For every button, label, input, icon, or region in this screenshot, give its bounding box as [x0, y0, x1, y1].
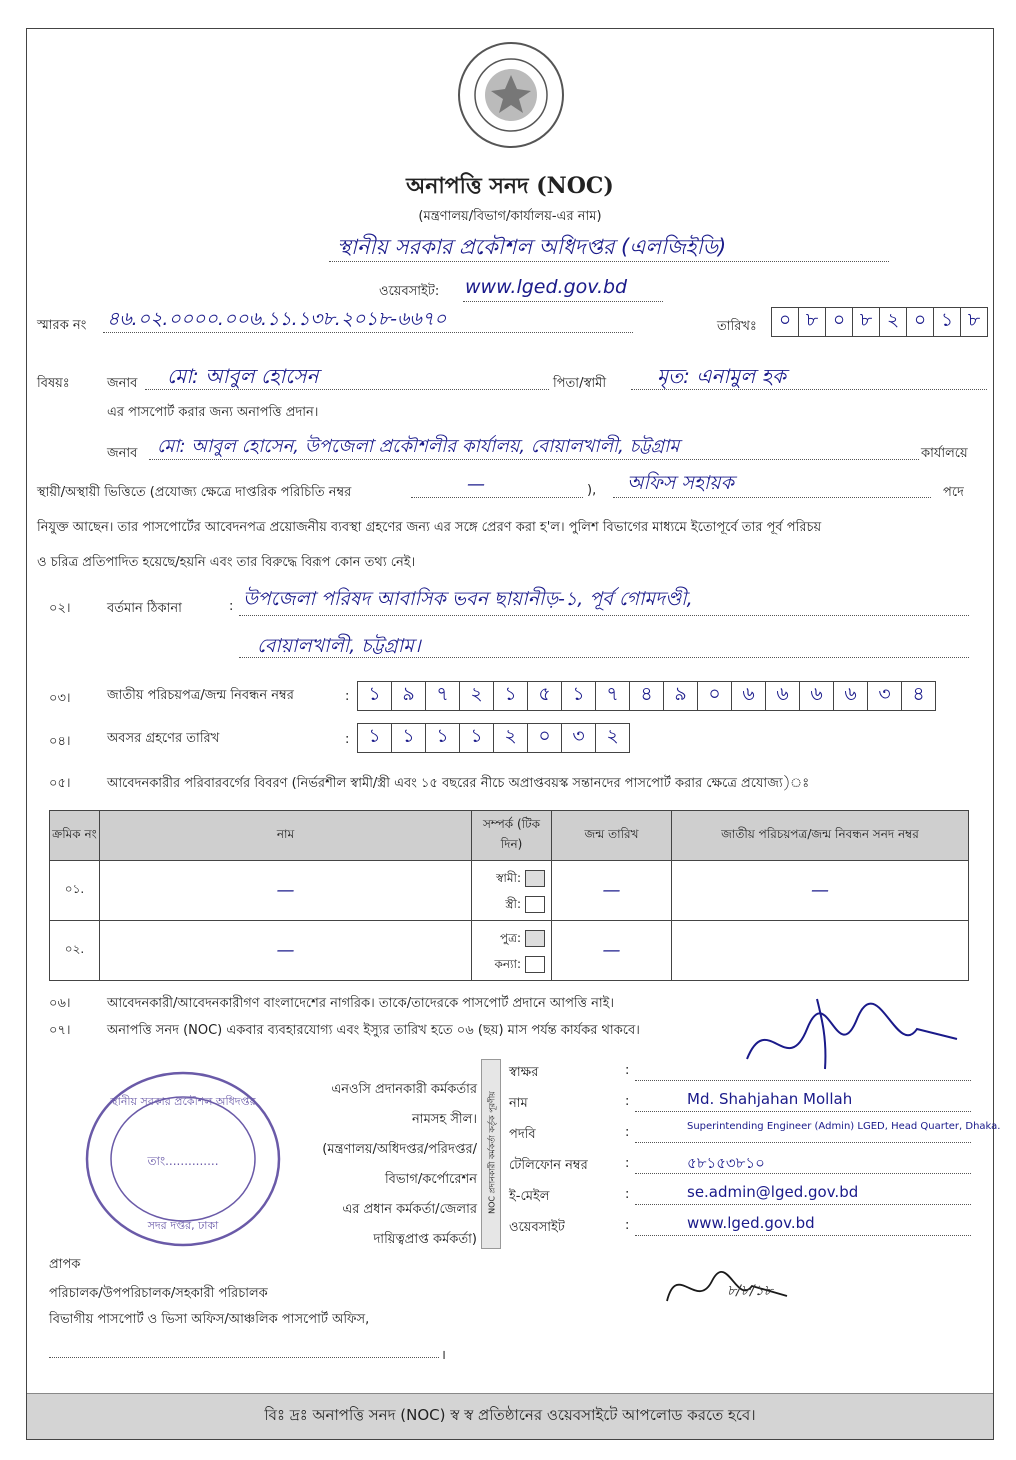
memo-label: স্মারক নং	[37, 318, 87, 333]
col-header-dob: জন্ম তারিখ	[552, 811, 672, 861]
date-digit-box: ৮	[852, 307, 880, 337]
item-03-label: জাতীয় পরিচয়পত্র/জন্ম নিবন্ধন নম্বর	[107, 688, 294, 703]
col-header-relation: সম্পর্ক (টিক দিন)	[472, 811, 552, 861]
item-07-text: অনাপত্তি সনদ (NOC) একবার ব্যবহারযোগ্য এবং ইস্যুর তারিখ হতে ০৬ (ছয়) মাস পর্যন্ত কার্যকর থাকবে।	[107, 1023, 640, 1038]
nid-digit-box: ৩	[867, 681, 902, 711]
retire-digit-box: ১	[459, 723, 494, 753]
signatory-field-label: পদবি	[509, 1127, 536, 1142]
table-row	[50, 861, 969, 921]
item-07-num: ০৭।	[49, 1023, 71, 1038]
row-name: —	[100, 921, 472, 981]
father-label: পিতা/স্বামী	[553, 376, 607, 391]
retire-digit-box: ২	[493, 723, 528, 753]
item-03-num: ০৩।	[49, 691, 71, 706]
memo-number: ৪৬.০২.০০০০.০০৬.১১.১৩৮.২০১৮-৬৬৭০	[107, 308, 447, 330]
signatory-field-value: www.lged.gov.bd	[687, 1214, 815, 1232]
date-digit-box: ১	[933, 307, 961, 337]
nid-digit-box: ৭	[425, 681, 460, 711]
row-name: —	[100, 861, 472, 921]
signatory-field-label: ওয়েবসাইট	[509, 1220, 565, 1235]
col-header-serial: ক্রমিক নং	[50, 811, 100, 861]
svg-text:সদর দপ্তর, ঢাকা: সদর দপ্তর, ঢাকা	[147, 1219, 219, 1232]
relation-son-label: পুত্র:	[499, 930, 521, 945]
signatory-field-label: ই-মেইল	[509, 1189, 550, 1204]
applicant-name: মো: আবুল হোসেন	[167, 364, 319, 388]
item-04-num: ০৪।	[49, 734, 71, 749]
wife-checkbox[interactable]	[525, 896, 545, 913]
relation-wife-label: স্ত্রী:	[505, 896, 521, 911]
signatory-field-label: স্বাক্ষর	[509, 1065, 539, 1080]
post-name: অফিস সহায়ক	[627, 472, 734, 494]
recipient-label: প্রাপক	[49, 1257, 81, 1272]
col-header-name: নাম	[100, 811, 472, 861]
subject-janab: জনাব	[107, 376, 138, 391]
applicant-office: মো: আবুল হোসেন, উপজেলা প্রকৌশলীর কার্যালয়, বোয়ালখালী, চট্টগ্রাম	[157, 436, 680, 457]
ministry-caption: (মন্ত্রণালয়/বিভাগ/কার্যালয়-এর নাম)	[418, 209, 602, 224]
signatory-field-value: Md. Shahjahan Mollah	[687, 1090, 853, 1108]
address-line2: বোয়ালখালী, চট্টগ্রাম।	[257, 635, 421, 657]
signatory-field-label: টেলিফোন নম্বর	[509, 1158, 588, 1173]
post-suffix: পদে	[943, 485, 964, 500]
date-digit-box: ৮	[798, 307, 826, 337]
table-row	[50, 921, 969, 981]
nid-digit-box: ১	[493, 681, 528, 711]
office-suffix: কার্যালয়ে	[921, 446, 968, 461]
nid-digit-box: ২	[459, 681, 494, 711]
item-02-label: বর্তমান ঠিকানা	[107, 601, 182, 616]
svg-text:তাং..............: তাং..............	[147, 1154, 219, 1168]
item-05-label: আবেদনকারীর পরিবারবর্গের বিবরণ (নির্ভরশীল স্বামী/স্ত্রী এবং ১৫ বছরের নীচে অপ্রাপ্তবয়স্ক সন্তানদের পাসপোর্ট করার ক্ষেত্রে প্রযোজ্য)ঃ	[107, 776, 810, 791]
website-label: ওয়েবসাইট:	[379, 284, 440, 299]
item-02-num: ০২।	[49, 601, 71, 616]
svg-text:স্থানীয় সরকার প্রকৌশল অধিদপ্ত: স্থানীয় সরকার প্রকৌশল অধিদপ্তর	[110, 1095, 256, 1108]
item-04-label: অবসর গ্রহণের তারিখ	[107, 731, 220, 746]
signatory-caption: এনওসি প্রদানকারী কর্মকর্তার নামসহ সীল। (মন্ত্রণালয়/অধিদপ্তর/পরিদপ্তর/ বিভাগ/কর্পোরেশন এর প্রধান কর্মকর্তা/জেলার দায়িত্বপ্রাপ্ত কর্মকর্তা)	[322, 1082, 477, 1247]
col-header-nid: জাতীয় পরিচয়পত্র/জন্ম নিবন্ধন সনদ নম্বর	[672, 811, 969, 861]
retire-digit-box: ১	[425, 723, 460, 753]
nid-digit-box: ৯	[391, 681, 426, 711]
retire-digit-box: ২	[595, 723, 630, 753]
body-line2-prefix: স্থায়ী/অস্থায়ী ভিত্তিতে (প্রযোজ্য ক্ষেত্রে দাপ্তরিক পরিচিতি নম্বর	[37, 485, 352, 500]
nid-digit-box: ৪	[629, 681, 664, 711]
row-nid	[672, 921, 969, 981]
document-title: অনাপত্তি সনদ (NOC)	[406, 173, 614, 199]
address-line1: উপজেলা পরিষদ আবাসিক ভবন ছায়ানীড়-১, পূর্ব গোমদণ্ডী,	[243, 588, 693, 610]
daughter-checkbox[interactable]	[525, 956, 545, 973]
item-05-num: ০৫।	[49, 776, 71, 791]
nid-digit-box: ৬	[731, 681, 766, 711]
nid-digit-box: ৬	[799, 681, 834, 711]
row-dob: —	[552, 921, 672, 981]
relation-daughter-label: কন্যা:	[494, 956, 521, 971]
nid-digit-box: ৬	[833, 681, 868, 711]
retire-digit-box: ১	[391, 723, 426, 753]
date-digit-box: ৮	[960, 307, 988, 337]
date-digit-box: ০	[771, 307, 799, 337]
body-line3: নিযুক্ত আছেন। তার পাসপোর্টের আবেদনপত্র প্রয়োজনীয় ব্যবস্থা গ্রহণের জন্য এর সঙ্গে প্রেরণ করা হ'ল। পুলিশ বিভাগের মাধ্যমে ইতোপূর্বে তার পূর্ব পরিচয়	[37, 520, 822, 535]
relation-husband-label: স্বামী:	[496, 870, 521, 885]
nid-digit-box: ৯	[663, 681, 698, 711]
date-digit-box: ০	[825, 307, 853, 337]
signatory-field-label: নাম	[509, 1096, 528, 1111]
ministry-name: স্থানীয় সরকার প্রকৌশল অধিদপ্তর (এলজিইডি)	[337, 235, 727, 259]
retire-digit-box: ৩	[561, 723, 596, 753]
nid-digit-box: ৬	[765, 681, 800, 711]
nid-digit-box: ০	[697, 681, 732, 711]
row-serial: ০১.	[50, 861, 100, 921]
nid-digit-box: ৭	[595, 681, 630, 711]
body-janab: জনাব	[107, 446, 138, 461]
subject-label: বিষয়ঃ	[37, 376, 70, 391]
signatory-field-value: ৫৮১৫৩৮১০	[687, 1154, 765, 1172]
signature-icon	[727, 989, 987, 1079]
subject-line2: এর পাসপোর্ট করার জন্য অনাপত্তি প্রদান।	[107, 405, 319, 420]
website-value: www.lged.gov.bd	[465, 276, 628, 298]
signatory-field-value: se.admin@lged.gov.bd	[687, 1183, 859, 1201]
row-serial: ০২.	[50, 921, 100, 981]
date-digit-box: ০	[906, 307, 934, 337]
body-line4: ও চরিত্র প্রতিপাদিত হয়েছে/হয়নি এবং তার বিরুদ্ধে বিরূপ কোন তথ্য নেই।	[37, 555, 416, 570]
family-table	[49, 810, 969, 981]
row-dob: —	[552, 861, 672, 921]
nid-digit-box: ৪	[901, 681, 936, 711]
father-name: মৃত: এনামুল হক	[657, 364, 787, 388]
office-stamp-icon	[83, 1069, 283, 1249]
nid-digit-box: ১	[561, 681, 596, 711]
row-nid: —	[672, 861, 969, 921]
noc-document: অনাপত্তি সনদ (NOC) (মন্ত্রণালয়/বিভাগ/কার্যালয়-এর নাম) স্থানীয় সরকার প্রকৌশল অধিদপ্তর (এলজিইডি) ওয়েবসাইট: www.lged.gov.bd স্মারক নং ৪৬.০২.০০০০.০০৬.১১.১৩৮.২০১৮-৬৬৭০ তারিখঃ ০ ৮ ০ ৮ ২ ০ ১ ৮ বিষয়ঃ জনাব মো: আবুল হোসেন পিতা/স্বামী মৃত: এনামুল হক এর পাসপোর্ট করার জন্য অনাপত্তি প্রদান। জনাব মো: আবুল হোসেন, উপজেলা প্রকৌশলীর কার্যালয়, বোয়ালখালী, চট্টগ্রাম কার্যালয়ে স্থায়ী/অস্থায়ী ভিত্তিতে (প্রযোজ্য ক্ষেত্রে দাপ্তরিক পরিচিতি নম্বর — ), অফিস সহায়ক পদে নিযুক্ত আছেন। তার পাসপোর্টের আবেদনপত্র প্রয়োজনীয় ব্যবস্থা গ্রহণের জন্য এর সঙ্গে প্রেরণ করা হ'ল। পুলিশ বিভাগের মাধ্যমে ইতোপূর্বে তার পূর্ব পরিচয় ও চরিত্র প্রতিপাদিত হয়েছে/হয়নি এবং তার বিরুদ্ধে বিরূপ কোন তথ্য নেই। ০২। বর্তমান ঠিকানা : উপজেলা পরিষদ আবাসিক ভবন ছায়ানীড়-১, পূর্ব গোমদণ্ডী, বোয়ালখালী, চট্টগ্রাম। ০৩। জাতীয় পরিচয়পত্র/জন্ম নিবন্ধন নম্বর : ১ ৯ ৭ ২ ১ ৫ ১ ৭ ৪ ৯ ০ ৬ ৬ ৬ ৬ ৩ ৪ ০৪। অবসর গ্রহণের তারিখ : ১ ১ ১ ১ ২ ০ ৩ ২ ০৫। আবেদনকারীর পরিবারবর্গের বিবরণ (নির্ভরশীল স্বামী/স্ত্রী এবং ১৫ বছরের নীচে অপ্রাপ্তবয়স্ক সন্তানদের পাসপোর্ট করার ক্ষেত্রে প্রযোজ্য)ঃ ক্রমিক নং নাম সম্পর্ক (টিক দিন) জন্ম তারিখ জাতীয় পরিচয়পত্র/জন্ম নিবন্ধন সনদ নম্বর ০১. — স্বামী: স্ত্রী: — — ০২. — পুত্র: কন্যা: — ০৬। আবেদনকারী/আবেদনকারীগণ বাংলাদেশের নাগরিক। তাকে/তাদেরকে পাসপোর্ট প্রদানে আপত্তি নাই। ০৭। অনাপত্তি সনদ (NOC) একবার ব্যবহারযোগ্য এবং ইস্যুর তারিখ হতে ০৬ (ছয়) মাস পর্যন্ত কার্যকর থাকবে। স্থানীয় সরকার প্রকৌশল অধিদপ্তর তাং.............. সদর দপ্তর, ঢাকা এনওসি প্রদানকারী কর্মকর্তার নামসহ সীল। (মন্ত্রণালয়/অধিদপ্তর/পরিদপ্তর/ বিভাগ/কর্পোরেশন এর প্রধান কর্মকর্তা/জেলার দায়িত্বপ্রাপ্ত কর্মকর্তা) NOC প্রদানকারী কর্মকর্তা কর্তৃক পূরণীয় স্বাক্ষর : নাম : Md. Shahjahan Mollah পদবি : Superintending Engineer (Admin) LGED, Head Quarter, Dhaka. টেলিফোন নম্বর : ৫৮১৫৩৮১০ ই-মেইল : se.admin@lged.gov.bd ওয়েবসাইট : www.lged.gov.bd ৮/৮/১৮ প্রাপক পরিচালক/উপপরিচালক/সহকারী পরিচালক বিভাগীয় পাসপোর্ট ও ভিসা অফিস/আঞ্চলিক পাসপোর্ট অফিস, । বিঃ দ্রঃ অনাপত্তি সনদ (NOC) স্ব স্ব প্রতিষ্ঠানের ওয়েবসাইটে আপলোড করতে হবে।	[26, 28, 994, 1440]
nid-digit-box: ৫	[527, 681, 562, 711]
signature-date: ৮/৮/১৮	[727, 1283, 773, 1299]
nid-digit-box: ১	[357, 681, 392, 711]
item-06-num: ০৬।	[49, 996, 71, 1011]
official-id: —	[467, 474, 485, 495]
vertical-note-strip: NOC প্রদানকারী কর্মকর্তা কর্তৃক পূরণীয়	[481, 1059, 501, 1249]
husband-checkbox[interactable]	[525, 870, 545, 887]
retire-digit-box: ০	[527, 723, 562, 753]
recipient-line1: পরিচালক/উপপরিচালক/সহকারী পরিচালক	[49, 1286, 268, 1301]
recipient-line2: বিভাগীয় পাসপোর্ট ও ভিসা অফিস/আঞ্চলিক পাসপোর্ট অফিস,	[49, 1312, 370, 1327]
footer-note: বিঃ দ্রঃ অনাপত্তি সনদ (NOC) স্ব স্ব প্রতিষ্ঠানের ওয়েবসাইটে আপলোড করতে হবে।	[27, 1393, 993, 1439]
item-06-text: আবেদনকারী/আবেদনকারীগণ বাংলাদেশের নাগরিক। তাকে/তাদেরকে পাসপোর্ট প্রদানে আপত্তি নাই।	[107, 996, 615, 1011]
date-label: তারিখঃ	[717, 319, 757, 334]
date-digit-box: ২	[879, 307, 907, 337]
son-checkbox[interactable]	[525, 930, 545, 947]
retire-digit-box: ১	[357, 723, 392, 753]
government-seal-icon	[455, 39, 567, 151]
signatory-field-value: Superintending Engineer (Admin) LGED, Head Quarter, Dhaka.	[687, 1121, 1001, 1132]
